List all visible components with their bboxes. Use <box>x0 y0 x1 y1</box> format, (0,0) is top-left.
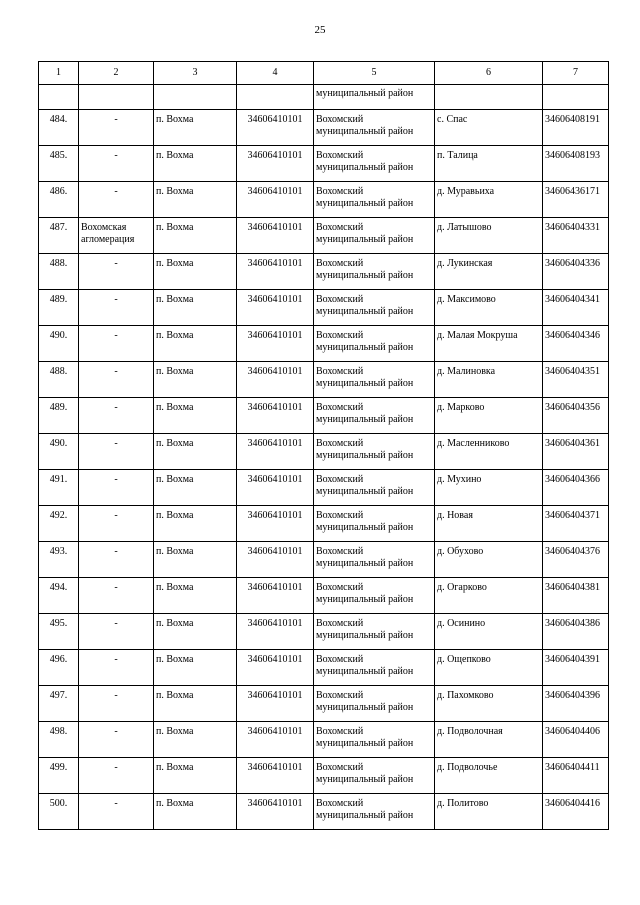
column-header: 3 <box>154 62 237 85</box>
settlement-okato-cell: 34606404396 <box>543 686 609 722</box>
table-row <box>39 578 609 614</box>
center-okato-cell: 34606410101 <box>237 470 314 506</box>
district-cell: Вохомский муниципальный район <box>314 758 435 794</box>
district-cell: Вохомский муниципальный район <box>314 470 435 506</box>
district-cell: Вохомский муниципальный район <box>314 722 435 758</box>
center-okato-cell: 34606410101 <box>237 578 314 614</box>
center-settlement-cell: п. Вохма <box>154 254 237 290</box>
table-row <box>39 290 609 326</box>
district-cell: Вохомский муниципальный район <box>314 290 435 326</box>
table-row <box>39 398 609 434</box>
center-settlement-cell: п. Вохма <box>154 722 237 758</box>
column-header: 1 <box>39 62 79 85</box>
table-body <box>39 85 609 830</box>
settlement-okato-cell: 34606404411 <box>543 758 609 794</box>
row-number-cell: 485. <box>39 146 79 182</box>
center-okato-cell: 34606410101 <box>237 758 314 794</box>
table-row <box>39 434 609 470</box>
agglomeration-cell: - <box>79 506 154 542</box>
center-settlement-cell: п. Вохма <box>154 362 237 398</box>
center-okato-cell: 34606410101 <box>237 146 314 182</box>
settlement-cell: д. Малиновка <box>435 362 543 398</box>
settlement-cell: д. Осинино <box>435 614 543 650</box>
agglomeration-cell: - <box>79 398 154 434</box>
settlement-cell: д. Огарково <box>435 578 543 614</box>
settlement-cell: д. Марково <box>435 398 543 434</box>
center-settlement-cell: п. Вохма <box>154 470 237 506</box>
agglomeration-cell: - <box>79 794 154 830</box>
table-cell <box>237 85 314 110</box>
settlement-okato-cell: 34606404416 <box>543 794 609 830</box>
settlement-okato-cell: 34606404391 <box>543 650 609 686</box>
center-settlement-cell: п. Вохма <box>154 686 237 722</box>
center-settlement-cell: п. Вохма <box>154 650 237 686</box>
settlement-okato-cell: 34606404366 <box>543 470 609 506</box>
row-number-cell: 484. <box>39 110 79 146</box>
center-settlement-cell: п. Вохма <box>154 614 237 650</box>
row-number-cell: 490. <box>39 434 79 470</box>
settlement-okato-cell: 34606404371 <box>543 506 609 542</box>
row-number-cell: 496. <box>39 650 79 686</box>
row-number-cell: 488. <box>39 254 79 290</box>
settlement-cell: д. Подволочье <box>435 758 543 794</box>
center-okato-cell: 34606410101 <box>237 650 314 686</box>
center-okato-cell: 34606410101 <box>237 542 314 578</box>
table-row <box>39 614 609 650</box>
table-cell <box>154 85 237 110</box>
settlement-cell: д. Политово <box>435 794 543 830</box>
settlement-cell: д. Новая <box>435 506 543 542</box>
center-settlement-cell: п. Вохма <box>154 794 237 830</box>
settlement-okato-cell: 34606404331 <box>543 218 609 254</box>
row-number-cell: 487. <box>39 218 79 254</box>
table-row <box>39 650 609 686</box>
agglomeration-cell: - <box>79 542 154 578</box>
district-cell: Вохомский муниципальный район <box>314 146 435 182</box>
center-okato-cell: 34606410101 <box>237 254 314 290</box>
agglomeration-cell: - <box>79 470 154 506</box>
agglomeration-cell: - <box>79 578 154 614</box>
center-okato-cell: 34606410101 <box>237 110 314 146</box>
agglomeration-cell: Вохомская агломерация <box>79 218 154 254</box>
settlement-cell: д. Масленниково <box>435 434 543 470</box>
center-okato-cell: 34606410101 <box>237 398 314 434</box>
agglomeration-cell: - <box>79 146 154 182</box>
settlement-okato-cell: 34606404386 <box>543 614 609 650</box>
district-cell: Вохомский муниципальный район <box>314 182 435 218</box>
district-cell: Вохомский муниципальный район <box>314 650 435 686</box>
table-row <box>39 686 609 722</box>
table-row <box>39 542 609 578</box>
row-number-cell: 489. <box>39 290 79 326</box>
district-cell: Вохомский муниципальный район <box>314 110 435 146</box>
settlement-cell: д. Обухово <box>435 542 543 578</box>
settlement-okato-cell: 34606404356 <box>543 398 609 434</box>
row-number-cell: 498. <box>39 722 79 758</box>
center-settlement-cell: п. Вохма <box>154 290 237 326</box>
table-cell <box>543 85 609 110</box>
settlement-okato-cell: 34606404346 <box>543 326 609 362</box>
row-number-cell: 499. <box>39 758 79 794</box>
table-row <box>39 182 609 218</box>
row-number-cell: 489. <box>39 398 79 434</box>
settlement-okato-cell: 34606408191 <box>543 110 609 146</box>
table-row <box>39 362 609 398</box>
center-settlement-cell: п. Вохма <box>154 146 237 182</box>
center-settlement-cell: п. Вохма <box>154 182 237 218</box>
table-row <box>39 254 609 290</box>
district-cell: Вохомский муниципальный район <box>314 614 435 650</box>
center-settlement-cell: п. Вохма <box>154 506 237 542</box>
agglomeration-cell: - <box>79 362 154 398</box>
district-cell: Вохомский муниципальный район <box>314 686 435 722</box>
page-number: 25 <box>314 24 326 36</box>
district-cell: Вохомский муниципальный район <box>314 254 435 290</box>
settlement-cell: д. Муравьиха <box>435 182 543 218</box>
center-settlement-cell: п. Вохма <box>154 218 237 254</box>
center-okato-cell: 34606410101 <box>237 794 314 830</box>
column-header: 7 <box>543 62 609 85</box>
center-settlement-cell: п. Вохма <box>154 434 237 470</box>
agglomeration-cell: - <box>79 686 154 722</box>
agglomeration-cell: - <box>79 326 154 362</box>
table-cell: муниципальный район <box>314 85 435 110</box>
settlement-okato-cell: 34606404341 <box>543 290 609 326</box>
agglomeration-cell: - <box>79 182 154 218</box>
settlement-cell: с. Спас <box>435 110 543 146</box>
settlement-okato-cell: 34606404351 <box>543 362 609 398</box>
agglomeration-cell: - <box>79 650 154 686</box>
table-cell <box>79 85 154 110</box>
settlement-okato-cell: 34606408193 <box>543 146 609 182</box>
settlement-cell: п. Талица <box>435 146 543 182</box>
district-cell: Вохомский муниципальный район <box>314 434 435 470</box>
column-header: 5 <box>314 62 435 85</box>
settlement-cell: д. Подволочная <box>435 722 543 758</box>
column-header: 4 <box>237 62 314 85</box>
center-settlement-cell: п. Вохма <box>154 398 237 434</box>
settlement-okato-cell: 34606404376 <box>543 542 609 578</box>
settlement-cell: д. Латышово <box>435 218 543 254</box>
agglomeration-cell: - <box>79 758 154 794</box>
district-cell: Вохомский муниципальный район <box>314 398 435 434</box>
settlement-cell: д. Максимово <box>435 290 543 326</box>
continuation-row <box>39 85 609 110</box>
row-number-cell: 490. <box>39 326 79 362</box>
table-row <box>39 146 609 182</box>
center-settlement-cell: п. Вохма <box>154 326 237 362</box>
center-okato-cell: 34606410101 <box>237 614 314 650</box>
settlement-okato-cell: 34606404361 <box>543 434 609 470</box>
center-okato-cell: 34606410101 <box>237 722 314 758</box>
district-cell: Вохомский муниципальный район <box>314 794 435 830</box>
center-okato-cell: 34606410101 <box>237 362 314 398</box>
agglomeration-cell: - <box>79 434 154 470</box>
table-row <box>39 722 609 758</box>
row-number-cell: 500. <box>39 794 79 830</box>
settlements-table <box>38 61 609 830</box>
row-number-cell: 491. <box>39 470 79 506</box>
row-number-cell: 488. <box>39 362 79 398</box>
district-cell: Вохомский муниципальный район <box>314 218 435 254</box>
agglomeration-cell: - <box>79 290 154 326</box>
center-settlement-cell: п. Вохма <box>154 758 237 794</box>
row-number-cell: 493. <box>39 542 79 578</box>
center-okato-cell: 34606410101 <box>237 686 314 722</box>
settlement-okato-cell: 34606404406 <box>543 722 609 758</box>
table-row <box>39 218 609 254</box>
settlement-cell: д. Малая Мокруша <box>435 326 543 362</box>
agglomeration-cell: - <box>79 110 154 146</box>
district-cell: Вохомский муниципальный район <box>314 362 435 398</box>
center-settlement-cell: п. Вохма <box>154 542 237 578</box>
center-settlement-cell: п. Вохма <box>154 110 237 146</box>
row-number-cell: 492. <box>39 506 79 542</box>
settlement-cell: д. Лукинская <box>435 254 543 290</box>
row-number-cell: 494. <box>39 578 79 614</box>
settlement-okato-cell: 34606436171 <box>543 182 609 218</box>
agglomeration-cell: - <box>79 722 154 758</box>
center-settlement-cell: п. Вохма <box>154 578 237 614</box>
row-number-cell: 486. <box>39 182 79 218</box>
center-okato-cell: 34606410101 <box>237 434 314 470</box>
center-okato-cell: 34606410101 <box>237 326 314 362</box>
table-cell <box>39 85 79 110</box>
center-okato-cell: 34606410101 <box>237 506 314 542</box>
row-number-cell: 495. <box>39 614 79 650</box>
center-okato-cell: 34606410101 <box>237 290 314 326</box>
header-row <box>39 62 609 85</box>
center-okato-cell: 34606410101 <box>237 218 314 254</box>
table-row <box>39 506 609 542</box>
table-row <box>39 794 609 830</box>
district-cell: Вохомский муниципальный район <box>314 506 435 542</box>
column-header: 2 <box>79 62 154 85</box>
column-header: 6 <box>435 62 543 85</box>
row-number-cell: 497. <box>39 686 79 722</box>
center-okato-cell: 34606410101 <box>237 182 314 218</box>
settlement-okato-cell: 34606404336 <box>543 254 609 290</box>
table-row <box>39 758 609 794</box>
settlement-cell: д. Мухино <box>435 470 543 506</box>
table-row <box>39 326 609 362</box>
settlement-okato-cell: 34606404381 <box>543 578 609 614</box>
table-row <box>39 470 609 506</box>
district-cell: Вохомский муниципальный район <box>314 578 435 614</box>
settlement-cell: д. Ощепково <box>435 650 543 686</box>
table-cell <box>435 85 543 110</box>
agglomeration-cell: - <box>79 614 154 650</box>
table-row <box>39 110 609 146</box>
district-cell: Вохомский муниципальный район <box>314 542 435 578</box>
agglomeration-cell: - <box>79 254 154 290</box>
settlement-cell: д. Пахомково <box>435 686 543 722</box>
district-cell: Вохомский муниципальный район <box>314 326 435 362</box>
